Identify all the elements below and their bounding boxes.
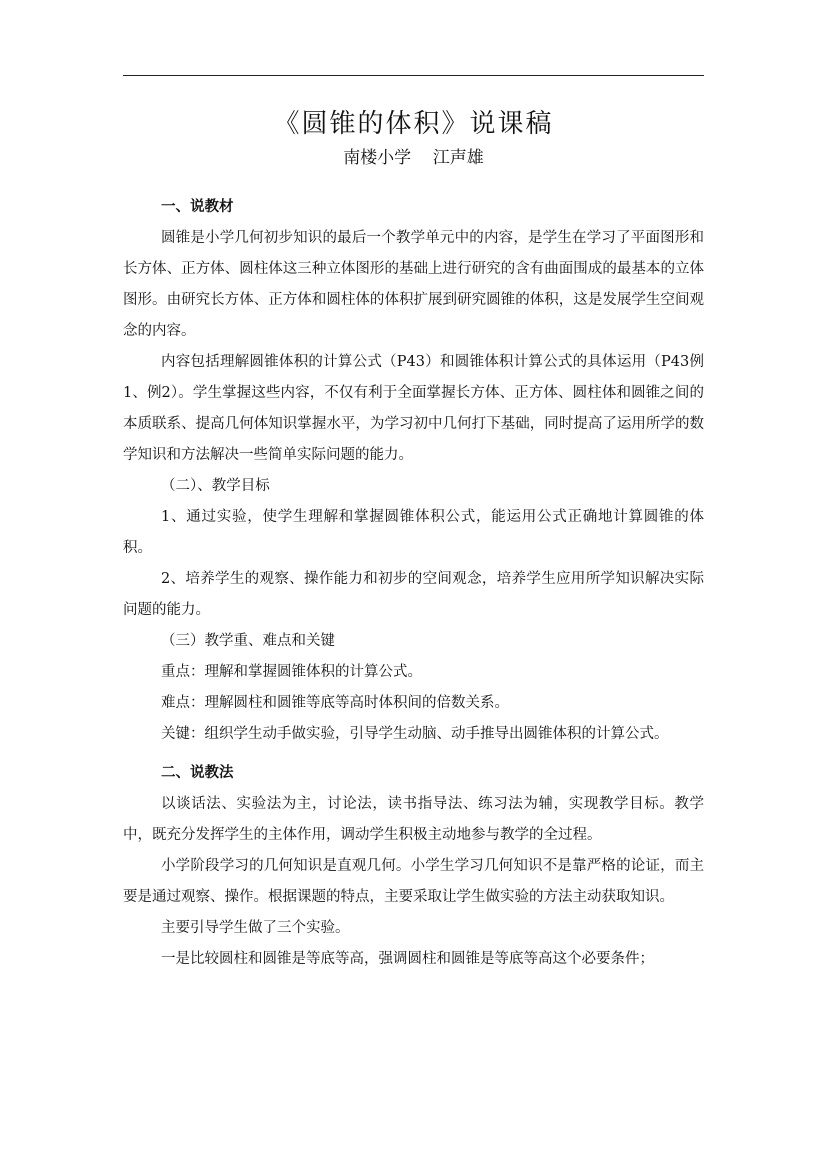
paragraph: 圆锥是小学几何初步知识的最后一个教学单元中的内容，是学生在学习了平面图形和长方体、正方体、圆柱体这三种立体图形的基础上进行研究的含有曲面围成的最基本的立体图形。由研究长方体、正方体和圆柱体的体积扩展到研究圆锥的体积，这是发展学生空间观念的内容。: [123, 230, 704, 339]
goal-item: 2、培养学生的观察、操作能力和初步的空间观念，培养学生应用所学知识解决实际问题的能力。: [123, 571, 704, 618]
key-point-item: 难点：理解圆柱和圆锥等底等高时体积间的倍数关系。: [161, 695, 509, 711]
goal-item: 1、通过实验，使学生理解和掌握圆锥体积公式，能运用公式正确地计算圆锥的体积。: [123, 509, 704, 556]
sub-heading-teaching-goals: （二）、教学目标: [161, 478, 270, 494]
document-title: 《圆锥的体积》说课稿: [273, 109, 554, 139]
document-author: 南楼小学 江声雄: [343, 148, 484, 168]
paragraph: 小学阶段学习的几何知识是直观几何。小学生学习几何知识不是靠严格的论证，而主要是通过观察、操作。根据课题的特点，主要采取让学生做实验的方法主动获取知识。: [123, 858, 704, 905]
section-heading-teaching-method: 二、说教法: [161, 765, 234, 781]
sub-heading-key-points: （三）教学重、难点和关键: [161, 633, 335, 649]
header-rule: [123, 75, 704, 76]
paragraph: 以谈话法、实验法为主，讨论法，读书指导法、练习法为辅，实现教学目标。教学中，既充分发挥学生的主体作用，调动学生积极主动地参与教学的全过程。: [123, 796, 704, 843]
section-heading-teaching-material: 一、说教材: [161, 199, 234, 215]
key-point-item: 重点：理解和掌握圆锥体积的计算公式。: [161, 664, 422, 680]
key-point-item: 关键：组织学生动手做实验，引导学生动脑、动手推导出圆锥体积的计算公式。: [161, 726, 669, 742]
paragraph: 主要引导学生做了三个实验。: [161, 920, 350, 936]
document-body: [123, 104, 704, 975]
paragraph: 内容包括理解圆锥体积的计算公式（P43）和圆锥体积计算公式的具体运用（P43例1、例2）。学生掌握这些内容，不仅有利于全面掌握长方体、正方体、圆柱体和圆锥之间的本质联系、提高几何体知识掌握水平，为学习初中几何打下基础，同时提高了运用所学的数学知识和方法解决一些简单实际问题的能力。: [123, 354, 704, 463]
paragraph: 一是比较圆柱和圆锥是等底等高，强调圆柱和圆锥是等底等高这个必要条件；: [161, 951, 654, 967]
